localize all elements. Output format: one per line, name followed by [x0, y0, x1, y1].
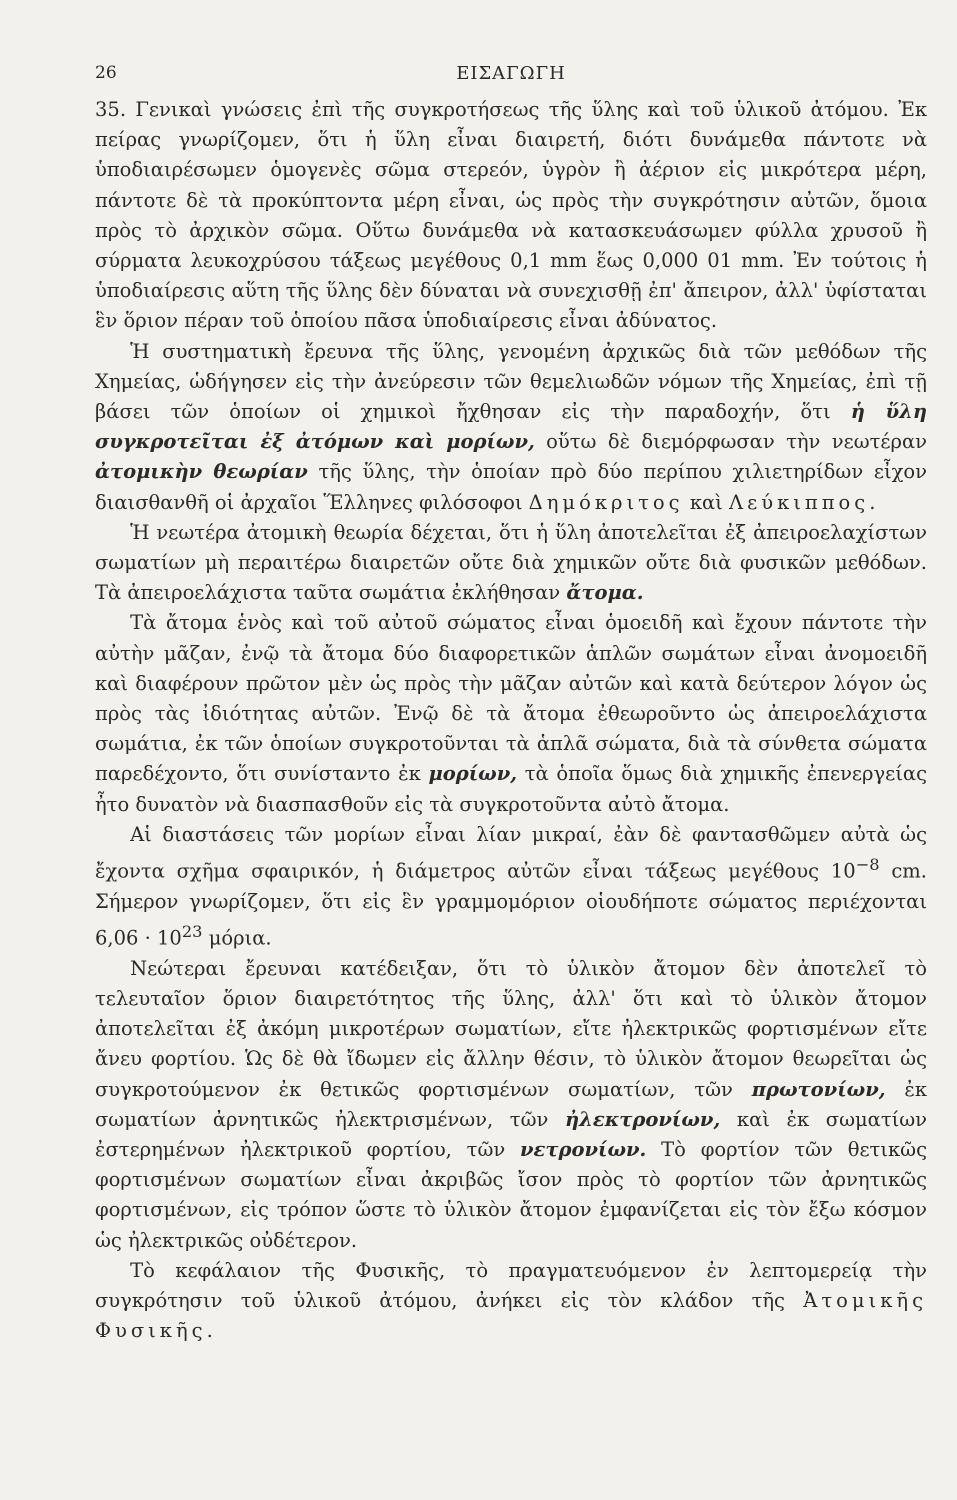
- paragraph-2: [95, 337, 927, 518]
- paragraph-5: [95, 820, 927, 954]
- paragraph-3: [95, 518, 927, 609]
- emphasis-molecules: μορίων,: [428, 762, 518, 786]
- atomic-physics-term: Ἀτομικῆς Φυσικῆς.: [95, 1288, 927, 1343]
- page: [95, 55, 927, 1346]
- page-header: [95, 55, 927, 95]
- paragraph-1: [95, 95, 927, 337]
- exponent: −8: [855, 855, 880, 875]
- paragraph-text: μόρια.: [208, 926, 272, 950]
- paragraph-6: [95, 954, 927, 1256]
- name-democritus: Δημόκριτος: [528, 490, 684, 514]
- paragraph-text: καὶ: [689, 490, 723, 514]
- emphasis-protons: πρωτονίων,: [751, 1077, 886, 1101]
- paragraph-text: Τὸ κεφάλαιον τῆς Φυσικῆς, τὸ πραγματευόμενον ἐν λεπτομερείᾳ τὴν συγκρότησιν τοῦ ὑλικοῦ ἀτόμου, ἀνήκει εἰς τὸν κλάδον τῆς: [95, 1258, 927, 1312]
- paragraph-text: Τὸ φορτίον τῶν θετικῶς φορτισμένων σωματίων εἶναι ἀκριβῶς ἴσον πρὸς τὸ φορτίον τῶν ἀρνητικῶς φορτισμένων, εἰς τρόπον ὥστε τὸ ὑλικὸν ἄτομον ἐμφανίζεται εἰς τὸν ἔξω κόσμον ὡς ἠλεκτρικῶς οὐδέτερον.: [95, 1137, 927, 1252]
- section-title: Γενικαὶ γνώσεις ἐπὶ τῆς συγκροτήσεως τῆς ὕλης καὶ τοῦ ὑλικοῦ ἀτόμου.: [135, 98, 889, 121]
- body-text: [95, 95, 927, 1346]
- emphasis-neutrons: νετρονίων.: [520, 1137, 647, 1161]
- paragraph-4: [95, 608, 927, 819]
- emphasis-atomic-theory: ἀτομικὴν θεωρίαν: [95, 460, 308, 484]
- paragraph-text: cm. Σήμερον γνωρίζομεν, ὅτι εἰς ἓν γραμμομόριον οἱουδήποτε σώματος περιέχονται 6,06 · 10: [95, 859, 927, 950]
- paragraph-text: τῆς ὕλης, τὴν ὁποίαν πρὸ δύο περίπου χιλιετηρίδων εἶχον διαισθανθῆ οἱ ἀρχαῖοι Ἕλληνες φιλόσοφοι: [95, 460, 927, 514]
- paragraph-text: Ἐκ πείρας γνωρίζομεν, ὅτι ἡ ὕλη εἶναι διαιρετή, διότι δυνάμεθα πάντοτε νὰ ὑποδιαιρέσωμεν ὁμογενὲς σῶμα στερεόν, ὑγρὸν ἢ ἀέριον εἰς μικρότερα μέρη, πάντοτε δὲ τὰ προκύπτοντα μέρη εἶναι, ὡς πρὸς τὴν συγκρότησιν αὐτῶν, ὅμοια πρὸς τὸ ἀρχικὸν σῶμα. Οὕτω δυνάμεθα νὰ κατασκευάσωμεν φύλλα χρυσοῦ ἢ σύρματα λευκοχρύσου τάξεως μεγέθους 0,1 mm ἕως 0,000 01 mm. Ἐν τούτοις ἡ ὑποδιαίρεσις αὕτη τῆς ὕλης δὲν δύναται νὰ συνεχισθῇ ἐπ' ἄπειρον, ἀλλ' ὑφίσταται ἓν ὅριον πέραν τοῦ ὁποίου πᾶσα ὑποδιαίρεσις εἶναι ἀδύνατος.: [95, 98, 928, 333]
- paragraph-text: Τὰ ἄτομα ἑνὸς καὶ τοῦ αὐτοῦ σώματος εἶναι ὁμοειδῆ καὶ ἔχουν πάντοτε τὴν αὐτὴν μᾶζαν, ἐνῷ τὰ ἄτομα δύο διαφορετικῶν ἁπλῶν σωμάτων εἶναι ἀνομοειδῆ καὶ διαφέρουν πρῶτον μὲν ὡς πρὸς τὴν μᾶζαν αὐτῶν καὶ κατὰ δεύτερον λόγον ὡς πρὸς τὰς ἰδιότητας αὐτῶν. Ἐνῷ δὲ τὰ ἄτομα ἐθεωροῦντο ὡς ἀπειροελάχιστα σωμάτια, ἐκ τῶν ὁποίων συγκροτοῦνται τὰ ἁπλᾶ σώματα, διὰ τὰ σύνθετα σώματα παρεδέχοντο, ὅτι συνίσταντο ἐκ: [95, 611, 927, 786]
- paragraph-text: καὶ ἐκ σωματίων ἐστερημένων ἠλεκτρικοῦ φορτίου, τῶν: [95, 1107, 928, 1161]
- paragraph-text: Αἱ διαστάσεις τῶν μορίων εἶναι λίαν μικραί, ἐὰν δὲ φαντασθῶμεν αὐτὰ ὡς ἔχοντα σχῆμα σφαιρικόν, ἡ διάμετρος αὐτῶν εἶναι τάξεως μεγέθους 10: [95, 822, 927, 883]
- exponent: 23: [181, 921, 203, 941]
- paragraph-text: ἐκ σωματίων ἀρνητικῶς ἠλεκτρισμένων, τῶν: [95, 1077, 928, 1131]
- emphasis-atoms: ἄτομα.: [566, 581, 644, 605]
- emphasis-matter-atoms: ἡ ὕλη συγκροτεῖται ἐξ ἀτόμων καὶ μορίων,: [95, 400, 927, 454]
- paragraph-text: Νεώτεραι ἔρευναι κατέδειξαν, ὅτι τὸ ὑλικὸν ἄτομον δὲν ἀποτελεῖ τὸ τελευταῖον ὅριον διαιρετότητος τῆς ὕλης, ἀλλ' ὅτι καὶ τὸ ὑλικὸν ἄτομον ἀποτελεῖται ἐξ ἀκόμη μικροτέρων σωματίων, εἴτε ἠλεκτρικῶς φορτισμένων εἴτε ἄνευ φορτίου. Ὡς δὲ θὰ ἴδωμεν εἰς ἄλλην θέσιν, τὸ ὑλικὸν ἄτομον θεωρεῖται ὡς συγκροτούμενον ἐκ θετικῶς φορτισμένων σωματίων, τῶν: [95, 956, 927, 1101]
- paragraph-text: Ἡ νεωτέρα ἀτομικὴ θεωρία δέχεται, ὅτι ἡ ὕλη ἀποτελεῖται ἐξ ἀπειροελαχίστων σωματίων μὴ περαιτέρω διαιρετῶν οὔτε διὰ χημικῶν οὔτε διὰ φυσικῶν μεθόδων. Τὰ ἀπειροελάχιστα ταῦτα σωμάτια ἐκλήθησαν: [95, 520, 927, 605]
- emphasis-electrons: ἠλεκτρονίων,: [564, 1107, 721, 1131]
- paragraph-7: [95, 1256, 927, 1347]
- paragraph-text: τὰ ὁποῖα ὅμως διὰ χημικῆς ἐπενεργείας ἦτο δυνατὸν νὰ διασπασθοῦν εἰς τὰ συγκροτοῦντα αὐτὸ ἄτομα.: [95, 762, 927, 816]
- paragraph-text: Ἡ συστηματικὴ ἔρευνα τῆς ὕλης, γενομένη ἀρχικῶς διὰ τῶν μεθόδων τῆς Χημείας, ὡδήγησεν εἰς τὴν ἀνεύρεσιν τῶν θεμελιωδῶν νόμων τῆς Χημείας, ἐπὶ τῇ βάσει τῶν ὁποίων οἱ χημικοὶ ἤχθησαν εἰς τὴν παραδοχήν, ὅτι: [95, 339, 927, 424]
- section-number: 35.: [95, 98, 127, 121]
- name-leucippus: Λεύκιππος.: [729, 490, 880, 514]
- running-head: ΕΙΣΑΓΩΓΗ: [456, 63, 566, 84]
- paragraph-text: οὕτω δὲ διεμόρφωσαν τὴν νεωτέραν: [546, 430, 928, 454]
- page-number: 26: [95, 63, 117, 83]
